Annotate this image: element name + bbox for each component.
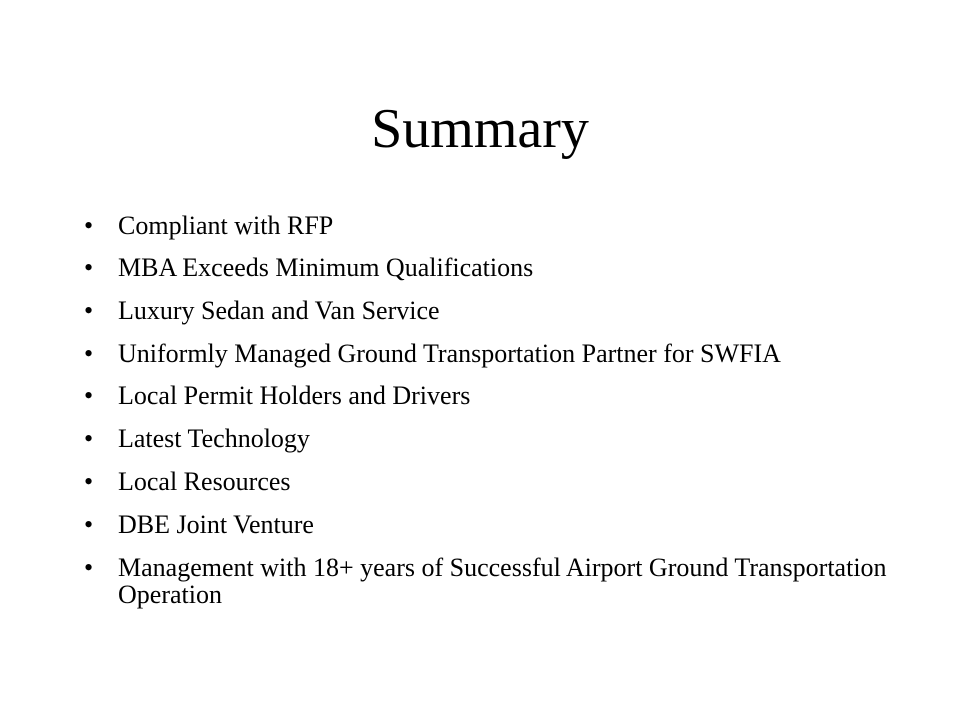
bullet-item <box>0 425 960 452</box>
bullet-text: DBE Joint Venture <box>118 510 314 539</box>
bullet-list <box>0 212 960 624</box>
bullet-text: Local Resources <box>118 467 291 496</box>
bullet-icon: • <box>84 424 94 453</box>
bullet-text: Management with 18+ years of Successful Airport Ground Transportation Operation <box>118 553 887 609</box>
slide-title: Summary <box>371 98 589 160</box>
bullet-icon: • <box>84 253 94 282</box>
bullet-text: Luxury Sedan and Van Service <box>118 296 440 325</box>
bullet-item <box>0 468 960 495</box>
bullet-item <box>0 212 960 239</box>
bullet-icon: • <box>84 296 94 325</box>
bullet-text: Compliant with RFP <box>118 211 334 240</box>
bullet-item <box>0 340 960 367</box>
bullet-item <box>0 511 960 538</box>
bullet-text: Local Permit Holders and Drivers <box>118 381 471 410</box>
bullet-text: Latest Technology <box>118 424 310 453</box>
bullet-icon: • <box>84 381 94 410</box>
bullet-text: MBA Exceeds Minimum Qualifications <box>118 253 534 282</box>
bullet-icon: • <box>84 510 94 539</box>
bullet-icon: • <box>84 211 94 240</box>
bullet-item <box>0 554 960 608</box>
bullet-icon: • <box>84 467 94 496</box>
bullet-icon: • <box>84 553 94 582</box>
bullet-item <box>0 382 960 409</box>
bullet-item <box>0 297 960 324</box>
bullet-text: Uniformly Managed Ground Transportation Partner for SWFIA <box>118 339 781 368</box>
bullet-item <box>0 254 960 281</box>
bullet-icon: • <box>84 339 94 368</box>
